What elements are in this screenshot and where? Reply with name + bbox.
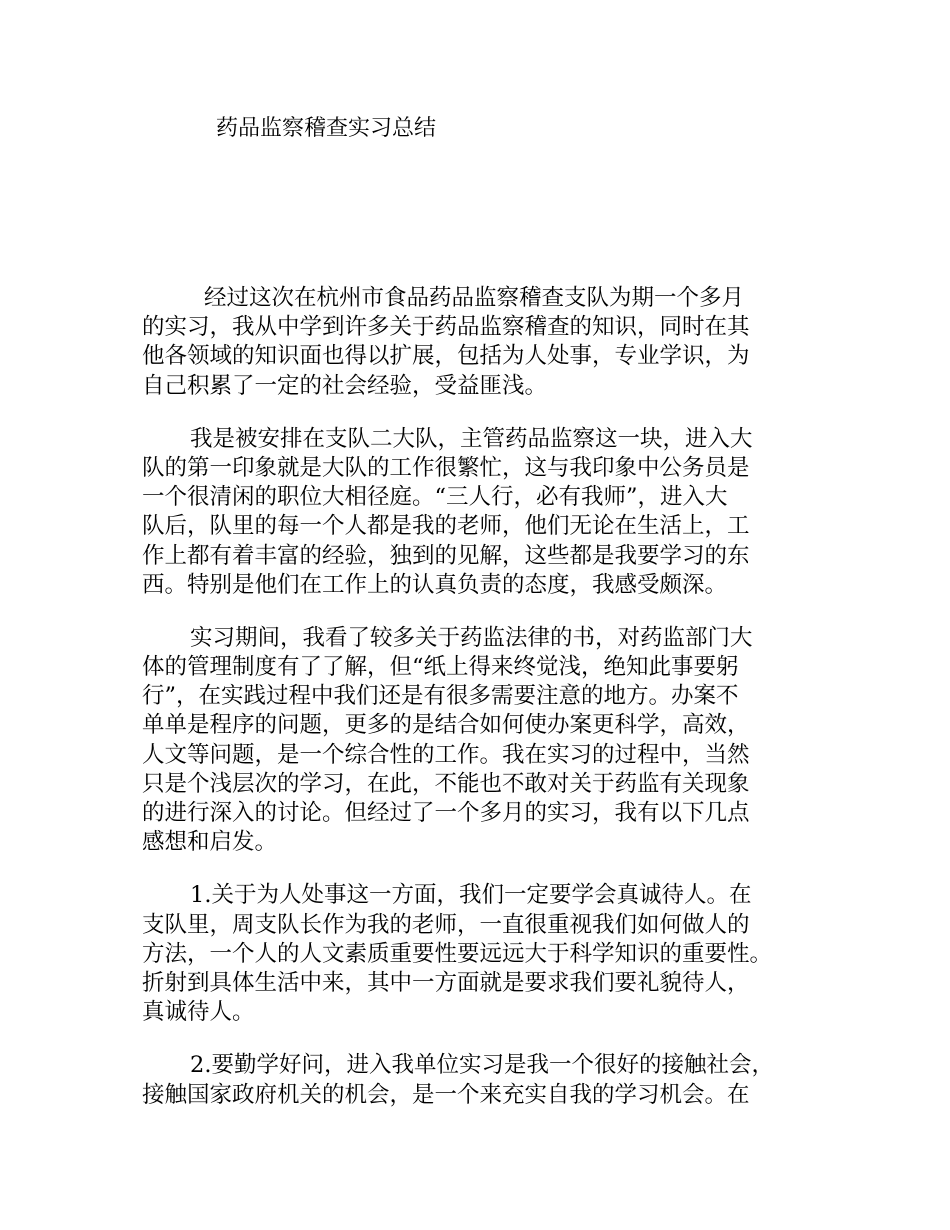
text-line: 方法，一个人的人文素质重要性要远远大于科学知识的重要性。 (142, 940, 773, 967)
text-line: 实习期间，我看了较多关于药监法律的书，对药监部门大 (190, 624, 753, 651)
paragraph-3 (142, 624, 842, 858)
text-line: 行”，在实践过程中我们还是有很多需要注意的地方。办案不 (142, 683, 739, 710)
text-line: 西。特别是他们在工作上的认真负责的态度，我感受颇深。 (142, 571, 728, 598)
text-line: 经过这次在杭州市食品药品监察稽查支队为期一个多月 (204, 285, 745, 311)
text-line: 支队里，周支队长作为我的老师，一直很重视我们如何做人的 (142, 911, 750, 938)
text-line: 自己积累了一定的社会经验，受益匪浅。 (142, 372, 548, 399)
text-line: 接触国家政府机关的机会，是一个来充实自我的学习机会。在 (142, 1081, 750, 1108)
document-title: 药品监察稽查实习总结 (216, 116, 437, 141)
text-line: 体的管理制度有了了解，但“纸上得来终觉浅，绝知此事要躬 (142, 654, 739, 681)
text-line: 单单是程序的问题，更多的是结合如何使办案更科学，高效， (142, 712, 750, 739)
text-line: 队的第一印象就是大队的工作很繁忙，这与我印象中公务员是 (142, 454, 750, 481)
paragraph-5 (142, 1051, 842, 1109)
text-line: 一个很清闲的职位大相径庭。“三人行，必有我师”，进入大 (142, 484, 728, 511)
document-body (142, 284, 842, 1134)
text-line: 2.要勤学好问，进入我单位实习是我一个很好的接触社会， (190, 1052, 774, 1079)
text-line: 他各领域的知识面也得以扩展，包括为人处事，专业学识，为 (142, 343, 750, 370)
text-line: 作上都有着丰富的经验，独到的见解，这些都是我要学习的东 (142, 542, 750, 569)
text-line: 我是被安排在支队二大队，主管药品监察这一块，进入大 (190, 425, 753, 452)
text-line: 的实习，我从中学到许多关于药品监察稽查的知识，同时在其 (142, 314, 750, 341)
text-line: 1.关于为人处事这一方面，我们一定要学会真诚待人。在 (190, 882, 752, 909)
paragraph-4 (142, 881, 842, 1027)
text-line: 人文等问题，是一个综合性的工作。我在实习的过程中，当然 (142, 741, 750, 768)
paragraph-1 (142, 284, 842, 401)
text-line: 的进行深入的讨论。但经过了一个多月的实习，我有以下几点 (142, 800, 750, 826)
text-line: 折射到具体生活中来，其中一方面就是要求我们要礼貌待人， (142, 969, 750, 996)
paragraph-2 (142, 425, 842, 600)
text-line: 队后，队里的每一个人都是我的老师，他们无论在生活上，工 (142, 513, 750, 540)
text-line: 只是个浅层次的学习，在此，不能也不敢对关于药监有关现象 (142, 770, 750, 797)
text-line: 感想和启发。 (142, 829, 278, 856)
text-line: 真诚待人。 (142, 999, 255, 1026)
